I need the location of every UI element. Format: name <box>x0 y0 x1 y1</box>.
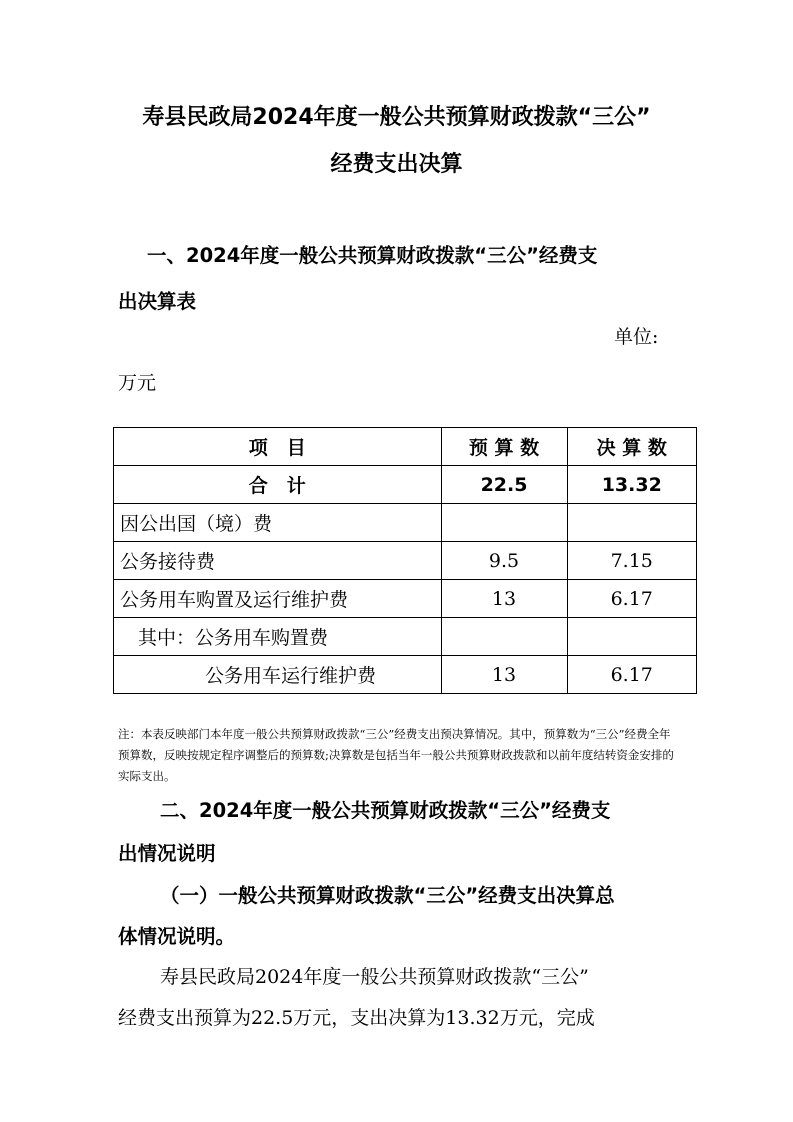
row-label: 其中：公务用车购置费 <box>114 618 442 656</box>
section-2-heading-line-2: 出情况说明 <box>118 842 216 865</box>
total-budget: 22.5 <box>441 466 567 504</box>
table-row <box>114 618 697 656</box>
section-1-heading-line-2: 出决算表 <box>118 290 197 313</box>
header-item: 项 目 <box>114 428 442 466</box>
unit-value: 万元 <box>118 372 157 394</box>
body-paragraph-line-1: 寿县民政局2024年度一般公共预算财政拨款“三公” <box>160 966 589 988</box>
section-1-heading-line-1: 一、2024年度一般公共预算财政拨款“三公”经费支 <box>147 244 598 267</box>
subsection-1-heading-line-1: （一）一般公共预算财政拨款“三公”经费支出决算总 <box>160 884 615 907</box>
row-actual <box>567 618 697 656</box>
three-public-expense-table <box>113 427 697 694</box>
row-label: 公务用车购置及运行维护费 <box>114 580 442 618</box>
row-actual <box>567 504 697 542</box>
subsection-1-heading-line-2: 体情况说明。 <box>118 925 236 948</box>
row-actual: 7.15 <box>567 542 697 580</box>
document-title-line-2: 经费支出决算 <box>330 152 463 177</box>
row-label: 因公出国（境）费 <box>114 504 442 542</box>
table-row <box>114 580 697 618</box>
row-budget: 13 <box>441 656 567 694</box>
table-note: 注：本表反映部门本年度一般公共预算财政拨款“三公”经费支出预决算情况。其中，预算数为“三公”经费全年预算数，反映按规定程序调整后的预算数;决算数是包括当年一般公共预算财政拨款和以前年度结转资金安排的实际支出。 <box>118 727 674 783</box>
row-budget: 13 <box>441 580 567 618</box>
body-paragraph-line-2: 经费支出预算为22.5万元，支出决算为13.32万元，完成 <box>118 1007 595 1029</box>
table-header-row <box>114 428 697 466</box>
row-actual: 6.17 <box>567 580 697 618</box>
row-label: 公务接待费 <box>114 542 442 580</box>
row-budget: 9.5 <box>441 542 567 580</box>
row-budget <box>441 618 567 656</box>
row-budget <box>441 504 567 542</box>
row-label: 公务用车运行维护费 <box>114 656 442 694</box>
unit-label: 单位: <box>614 326 659 348</box>
table-row <box>114 542 697 580</box>
table-total-row <box>114 466 697 504</box>
table-row <box>114 504 697 542</box>
document-title-line-1: 寿县民政局2024年度一般公共预算财政拨款“三公” <box>142 105 651 130</box>
row-actual: 6.17 <box>567 656 697 694</box>
total-actual: 13.32 <box>567 466 697 504</box>
table-row <box>114 656 697 694</box>
total-label: 合 计 <box>114 466 442 504</box>
section-2-heading-line-1: 二、2024年度一般公共预算财政拨款“三公”经费支 <box>160 799 611 822</box>
header-budget: 预 算 数 <box>441 428 567 466</box>
header-actual: 决 算 数 <box>567 428 697 466</box>
